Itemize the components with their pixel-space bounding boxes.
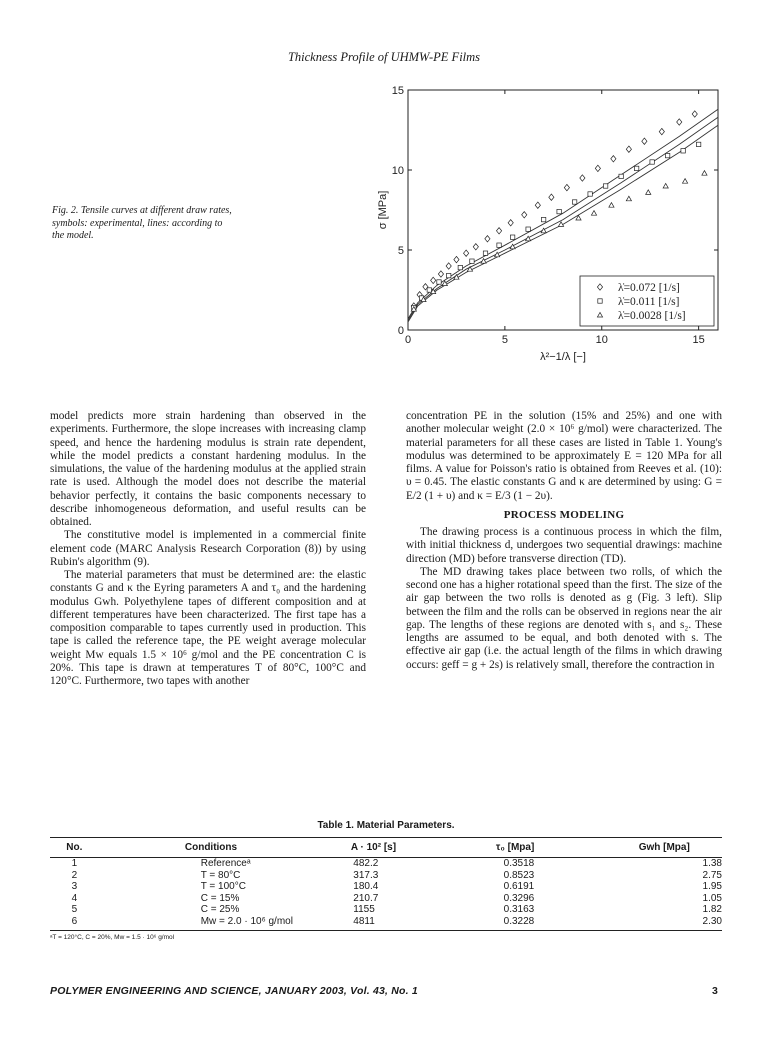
data-point (650, 160, 654, 164)
data-point (663, 183, 668, 188)
header-conditions: Conditions (184, 842, 238, 853)
y-tick-label: 10 (391, 165, 404, 177)
material-parameters-table (50, 820, 722, 941)
data-point (427, 288, 431, 292)
data-point (646, 190, 651, 195)
data-point (510, 235, 514, 239)
tensile-curves-figure (360, 80, 730, 380)
header-tau: τ₀ [Mpa] (495, 842, 535, 853)
data-point (626, 196, 631, 201)
data-point (467, 267, 472, 272)
table-body (50, 858, 722, 931)
table-title: Table 1. Material Parameters. (317, 820, 455, 831)
left-column (50, 410, 366, 688)
cell-a: 210.7 (353, 892, 379, 904)
data-point (473, 244, 478, 250)
data-point (626, 146, 631, 152)
cell-no: 3 (71, 881, 78, 892)
header-a: A · 10² [s] (350, 842, 397, 853)
data-point (496, 228, 501, 234)
right-column (406, 410, 722, 672)
header-no: No. (66, 842, 83, 853)
data-point (681, 149, 685, 153)
legend-label: λ̇=0.072 [1/s] (618, 282, 680, 294)
data-point (535, 202, 540, 208)
data-point (580, 175, 585, 181)
table-footnote: ᵃT = 120°C, C = 20%, Mw = 1.5 · 10⁶ g/mol (50, 934, 175, 941)
data-point (692, 111, 697, 117)
data-point (619, 174, 623, 178)
y-tick-label: 5 (397, 245, 404, 257)
cell-a: 482.2 (353, 858, 379, 869)
cell-gwh: 1.95 (702, 881, 722, 892)
cell-no: 6 (71, 915, 78, 927)
data-point (603, 184, 607, 188)
figure-caption: Fig. 2. Tensile curves at different draw rates, symbols: experimental, lines: according to the model. (52, 205, 232, 241)
data-point (483, 251, 487, 255)
data-point (541, 217, 545, 221)
cell-tau: 0.3518 (503, 858, 535, 869)
table-row (50, 881, 722, 893)
data-point (464, 250, 469, 256)
data-point (446, 263, 451, 269)
table-row (50, 893, 722, 905)
tensile-chart (360, 80, 730, 380)
x-tick-label: 5 (501, 334, 508, 346)
legend-label: λ̇=0.011 [1/s] (618, 296, 680, 308)
cell-no: 5 (71, 904, 78, 915)
data-point (431, 277, 436, 283)
cell-conditions: C = 25% (200, 904, 240, 915)
journal-footer: POLYMER ENGINEERING AND SCIENCE, JANUARY 2003, Vol. 43, No. 1 (50, 985, 418, 997)
data-point (526, 227, 530, 231)
cell-no: 4 (71, 892, 78, 904)
table-row (50, 870, 722, 882)
data-point (508, 220, 513, 226)
x-axis-label: λ²−1/λ [−] (540, 351, 586, 363)
right-paragraph-3: The MD drawing takes place between two rolls, of which the second one has a higher rotational speed than the first. The size of the air gap between the two rolls is denoted as g (Fig. 3 left). Slip between the film and the rolls can be observed in regions near the air gap. The lengths of these regions are denoted with s₁ and s₂. These lengths are assumed to be equal, and both denoted with s. The effective air gap (i.e. the actual length of the films in which drawing occurs: geff = g + 2s) is relatively small, therefore the contraction in (406, 565, 722, 671)
data-point (470, 259, 474, 263)
cell-conditions: Referenceᵃ (200, 858, 251, 869)
data-point (438, 271, 443, 277)
cell-conditions: Mw = 2.0 · 10⁶ g/mol (200, 915, 293, 927)
cell-no: 1 (71, 858, 78, 869)
data-point (682, 179, 687, 184)
data-point (458, 265, 462, 269)
cell-a: 180.4 (353, 881, 379, 892)
data-point (642, 138, 647, 144)
running-head: Thickness Profile of UHMW-PE Films (287, 50, 481, 64)
x-tick-label: 0 (404, 334, 412, 346)
table-header-row (50, 838, 722, 858)
data-point (572, 200, 576, 204)
data-point (609, 203, 614, 208)
cell-tau: 0.6191 (503, 881, 535, 892)
cell-a: 1155 (353, 904, 375, 915)
y-axis-label: σ [MPa] (377, 190, 389, 230)
data-point (659, 128, 664, 134)
cell-gwh: 1.38 (702, 858, 722, 869)
legend-label: λ̇=0.0028 [1/s] (618, 310, 686, 322)
data-point (696, 142, 700, 146)
x-tick-label: 10 (595, 334, 608, 346)
data-point (702, 171, 707, 176)
cell-tau: 0.3296 (503, 892, 535, 904)
cell-conditions: T = 100°C (200, 881, 246, 892)
data-point (611, 156, 616, 162)
data-point (497, 243, 501, 247)
cell-gwh: 2.30 (702, 915, 722, 927)
data-point (564, 184, 569, 190)
data-point (677, 119, 682, 125)
data-point (595, 165, 600, 171)
legend-marker (598, 299, 602, 303)
data-point (665, 153, 669, 157)
data-point (588, 192, 592, 196)
x-tick-label: 15 (692, 334, 705, 346)
cell-gwh: 1.82 (702, 904, 722, 915)
cell-no: 2 (71, 869, 78, 881)
cell-a: 4811 (353, 915, 375, 927)
cell-tau: 0.3163 (503, 904, 535, 915)
table (50, 837, 722, 931)
cell-conditions: T = 80°C (200, 869, 241, 881)
cell-gwh: 1.05 (702, 892, 722, 904)
data-point (591, 211, 596, 216)
data-point (446, 273, 450, 277)
right-paragraph-1: concentration PE in the solution (15% and 25%) and one with another molecular weight (2.0 × 10⁶ g/mol) were characterized. The material parameters for all these cases are listed in Table 1. Young's modulus was determined to be approximately E = 120 MPa for all films. A value for Poisson's ratio is obtained from Reeves et al. (10): υ = 0.45. The elastic constants G and κ are determined by using: G = E/2 (1 + υ) and κ = E/3 (1 − 2υ). (406, 410, 722, 502)
data-point (634, 166, 638, 170)
left-paragraph-3: The material parameters that must be determined are: the elastic constants G and κ the Eyring parameters A and τ₀ and the hardening modulus Gwh. Polyethylene tapes of different composition and at different temperatures have been characterized. The first tape has a composition comparable to tapes currently used in production. This tape is called the reference tape, the PE weight average molecular weight Mw equals 1.5 × 10⁶ g/mol and the PE concentration C is 20%. This tape is drawn at temperatures T of 80°C, 100°C and 120°C. Furthermore, two tapes with another (50, 569, 366, 687)
table-row (50, 858, 722, 870)
y-tick-label: 15 (391, 85, 404, 97)
cell-a: 317.3 (353, 869, 379, 881)
cell-tau: 0.8523 (503, 869, 535, 881)
table-row (50, 916, 722, 931)
cell-conditions: C = 15% (200, 892, 240, 904)
page-number: 3 (712, 985, 718, 997)
cell-tau: 0.3228 (503, 915, 535, 927)
y-tick-label: 0 (397, 325, 404, 337)
right-paragraph-2: The drawing process is a continuous process in which the film, with initial thickness d, undergoes two sequential drawings: machine direction (MD) before transverse direction (TD). (406, 526, 722, 565)
left-paragraph-2: The constitutive model is implemented in a commercial finite element code (MARC Analysis Research Corporation (8)) by using Rubin's algorithm (9). (50, 529, 366, 568)
data-point (437, 280, 441, 284)
data-point (454, 256, 459, 262)
cell-gwh: 2.75 (702, 869, 722, 881)
table-row (50, 904, 722, 916)
data-point (485, 236, 490, 242)
data-point (522, 212, 527, 218)
data-point (549, 194, 554, 200)
section-heading: PROCESS MODELING (503, 508, 625, 521)
header-gwh: Gwh [Mpa] (638, 842, 690, 853)
data-point (557, 209, 561, 213)
left-paragraph-1: model predicts more strain hardening than observed in the experiments. Furthermore, the slope increases with increasing clamp speed, and hence the hardening modulus is strain rate dependent, while the model predicts a constant hardening modulus. In the simulations, the value of the hardening modulus at the applied strain rate is used. Although the model does not describe the material behavior perfectly, it contains the basic components necessary to describe inhomogeneous deformation, and useful results can be obtained. (50, 410, 366, 528)
